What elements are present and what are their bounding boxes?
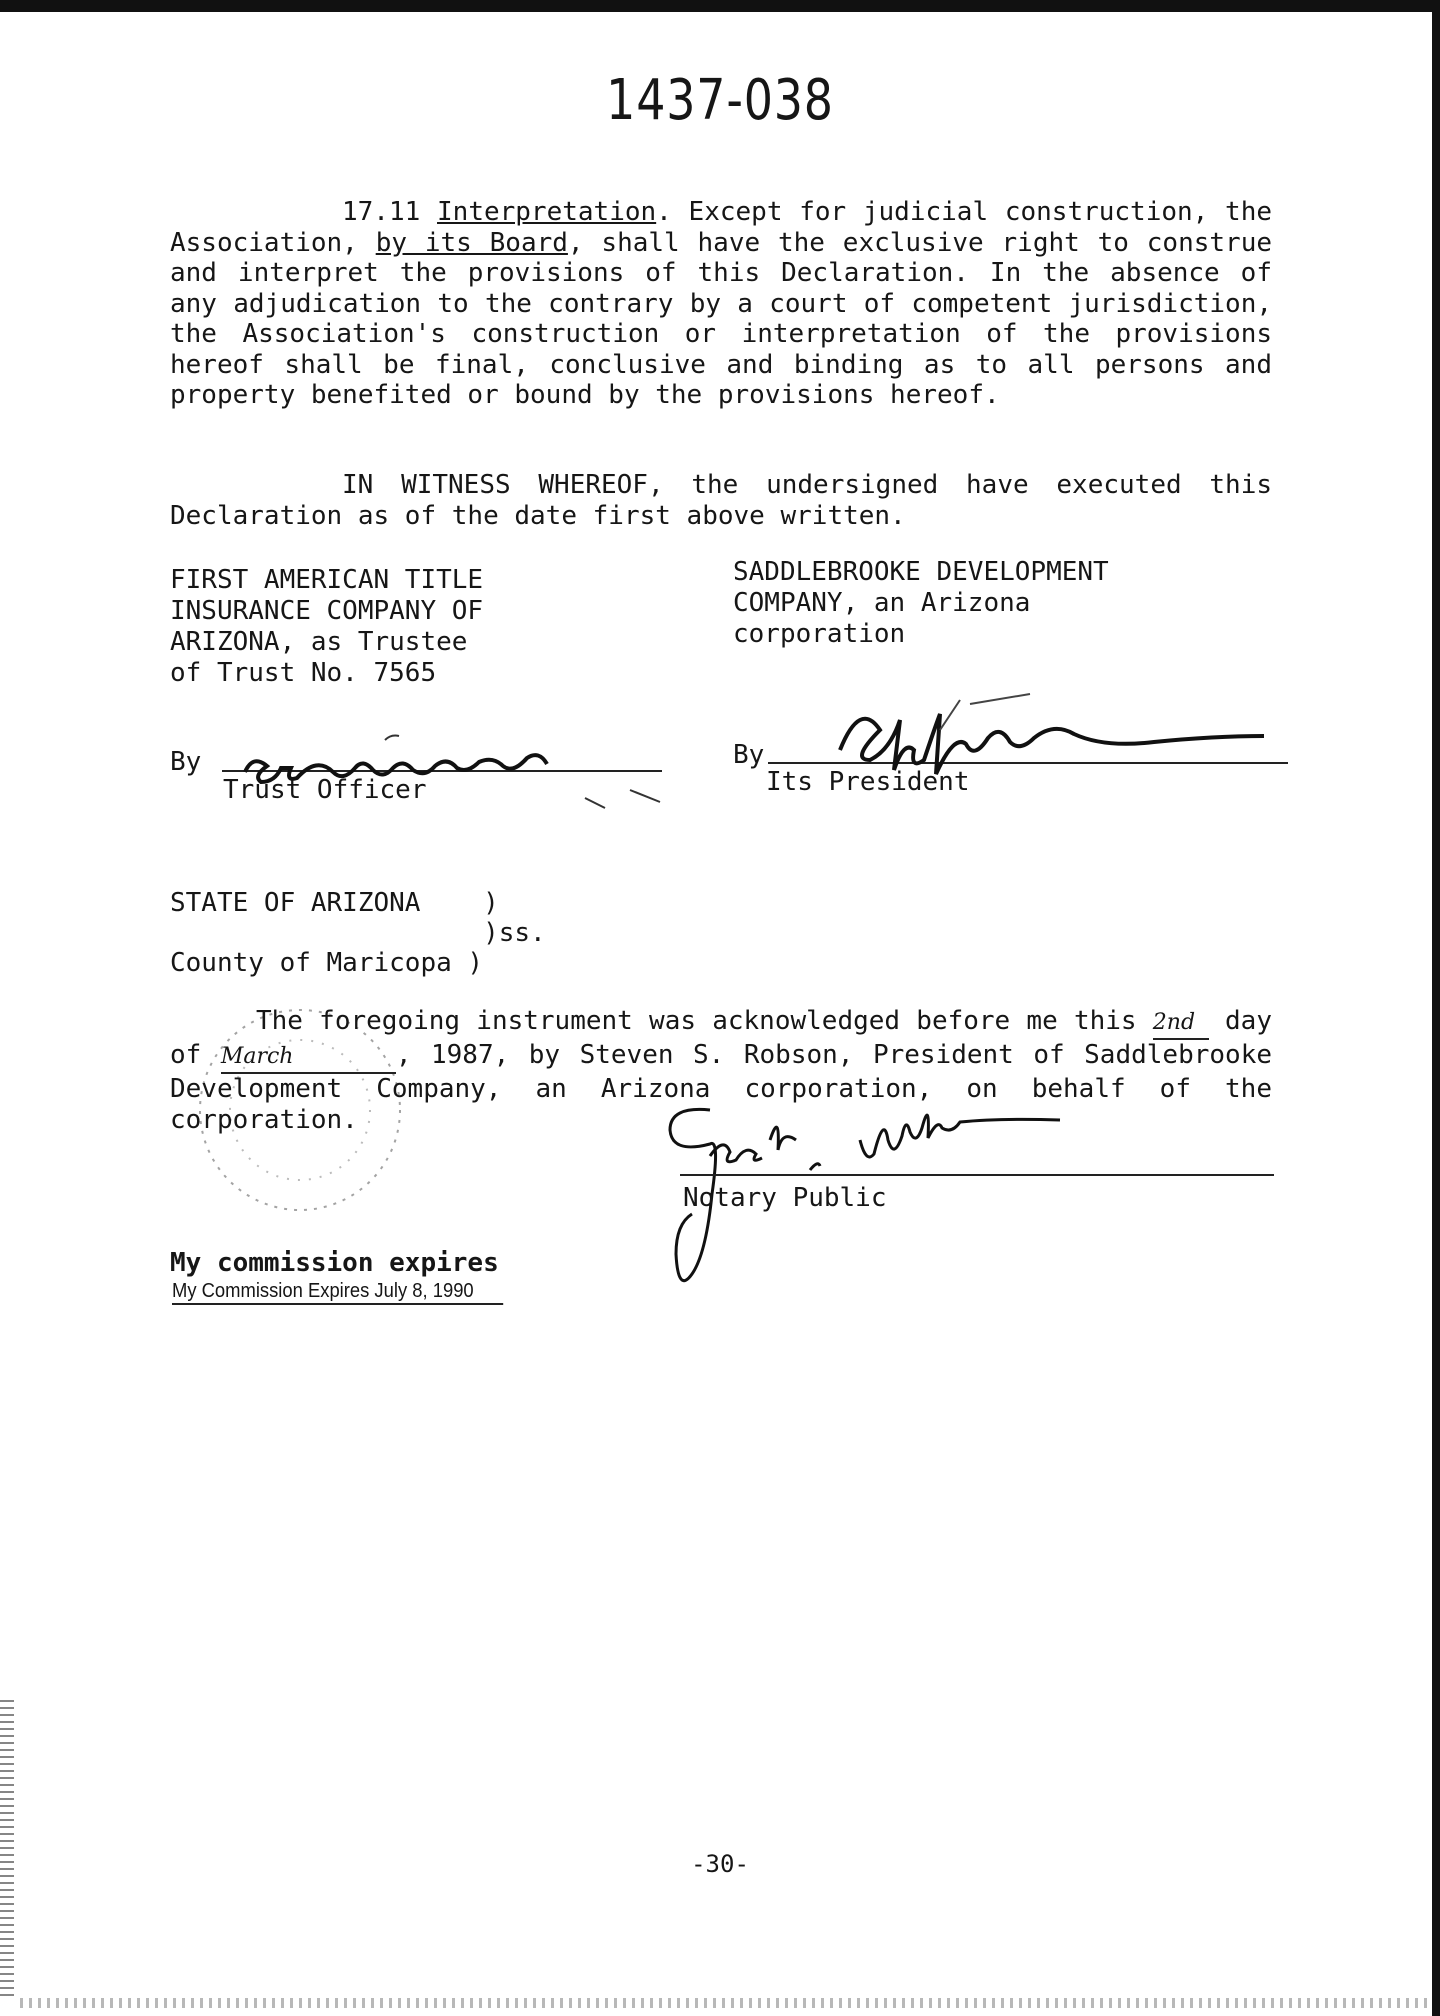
venue-county: County of Maricopa	[170, 948, 452, 978]
trustee-by-label: By	[170, 747, 202, 777]
developer-block	[733, 557, 1273, 650]
interpretation-paragraph	[170, 197, 1272, 411]
ack-day-blank: 2nd	[1153, 1007, 1209, 1040]
notary-signature-line	[680, 1174, 1274, 1176]
venue-ss: )ss.	[483, 918, 546, 948]
ack-text-3: , 1987, by Steven S. Robson, President of Saddlebrooke Development Company, an Arizona corporation, on behalf of the corporation.	[170, 1040, 1272, 1135]
document-number: 1437-038	[606, 68, 834, 133]
witness-text: IN WITNESS WHEREOF, the undersigned have executed this Declaration as of the date first above written.	[170, 470, 1272, 531]
ack-month-blank: March	[221, 1041, 396, 1074]
ack-text-2: day of	[170, 1006, 1272, 1070]
commission-label: My commission expires	[170, 1248, 499, 1278]
trustee-line-3: ARIZONA, as Trustee	[170, 627, 468, 657]
section-heading: Interpretation	[437, 197, 657, 227]
by-board-text: by its Board	[375, 227, 568, 258]
interpretation-text-1: . Except for judicial construction, the Association,	[170, 197, 1273, 258]
venue-brace-bottom: )	[467, 948, 484, 978]
developer-line-1: SADDLEBROOKE DEVELOPMENT	[733, 557, 1109, 587]
scan-right-border	[1432, 0, 1440, 2016]
trustee-line-1: FIRST AMERICAN TITLE	[170, 565, 484, 595]
developer-line-2: COMPANY, an Arizona	[733, 588, 1031, 618]
trustee-block	[170, 565, 690, 689]
ack-text-1: The foregoing instrument was acknowledged before me this	[256, 1006, 1153, 1036]
scan-bottom-noise	[20, 1998, 1430, 2008]
venue-state: STATE OF ARIZONA	[170, 888, 421, 918]
section-number: 17.11	[342, 197, 421, 227]
witness-paragraph	[170, 470, 1272, 531]
trustee-line-2: INSURANCE COMPANY OF	[170, 596, 484, 626]
developer-by-label: By	[733, 740, 765, 770]
trustee-line-4: of Trust No. 7565	[170, 658, 437, 688]
developer-line-3: corporation	[733, 619, 906, 649]
interpretation-text-2: , shall have the exclusive right to construe and interpret the provisions of this Declaration. In the absence of any adjudication to the contrary by a court of competent jurisdiction, the Association's construction or interpretation of the provisions hereof shall be final, conclusive and binding as to all persons and property benefited or bound by the provisions hereof.	[170, 227, 1273, 410]
venue-brace-top: )	[483, 888, 499, 918]
trustee-signature-caption: Trust Officer	[223, 775, 427, 805]
commission-stamp: My Commission Expires July 8, 1990	[172, 1280, 503, 1305]
scan-top-border	[0, 0, 1440, 12]
developer-signature-caption: Its President	[766, 767, 970, 797]
page-number: -30-	[691, 1850, 749, 1878]
venue-block	[170, 888, 546, 978]
notary-caption: Notary Public	[683, 1183, 887, 1213]
